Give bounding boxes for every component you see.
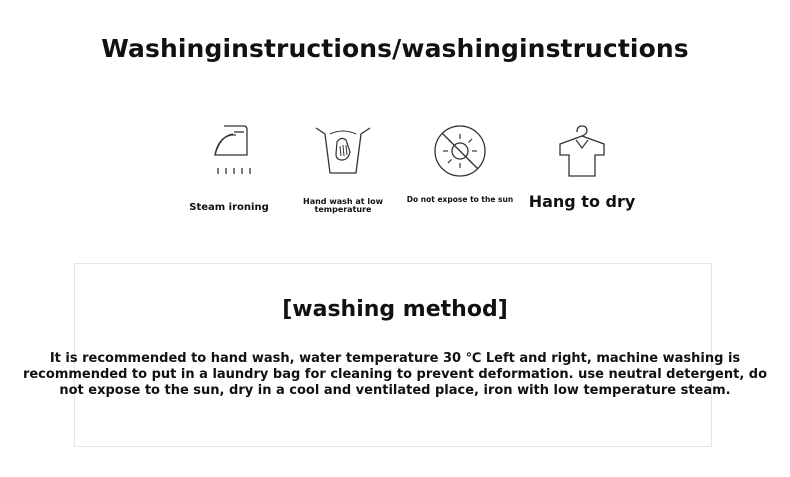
care-item-hand-wash: [283, 118, 403, 215]
care-label-hand-wash: Hand wash at low temperature: [303, 197, 383, 215]
washing-method-title: [washing method]: [282, 297, 508, 322]
care-item-steam-ironing: [169, 118, 289, 214]
washing-method-text: It is recommended to hand wash, water temperature 30 ℃ Left and right, machine washing is recommended to put in a laundry bag for cleaning to prevent deformation. use neutral detergent, do not expose to the sun, dry in a cool and ventilated place, iron with low temperature steam.: [22, 351, 768, 398]
care-label-no-sun: Do not expose to the sun: [406, 195, 514, 204]
care-label-hang-dry: Hang to dry: [528, 192, 636, 211]
care-item-hang-dry: [522, 118, 642, 211]
no-sun-icon: [425, 118, 495, 178]
page-title: Washinginstructions/washinginstructions: [101, 34, 689, 63]
hang-dry-icon: [547, 118, 617, 178]
care-item-no-sun: [400, 118, 520, 204]
hand-wash-icon: [308, 118, 378, 178]
care-label-steam-ironing: Steam ironing: [189, 202, 269, 213]
steam-iron-icon: [194, 118, 264, 178]
